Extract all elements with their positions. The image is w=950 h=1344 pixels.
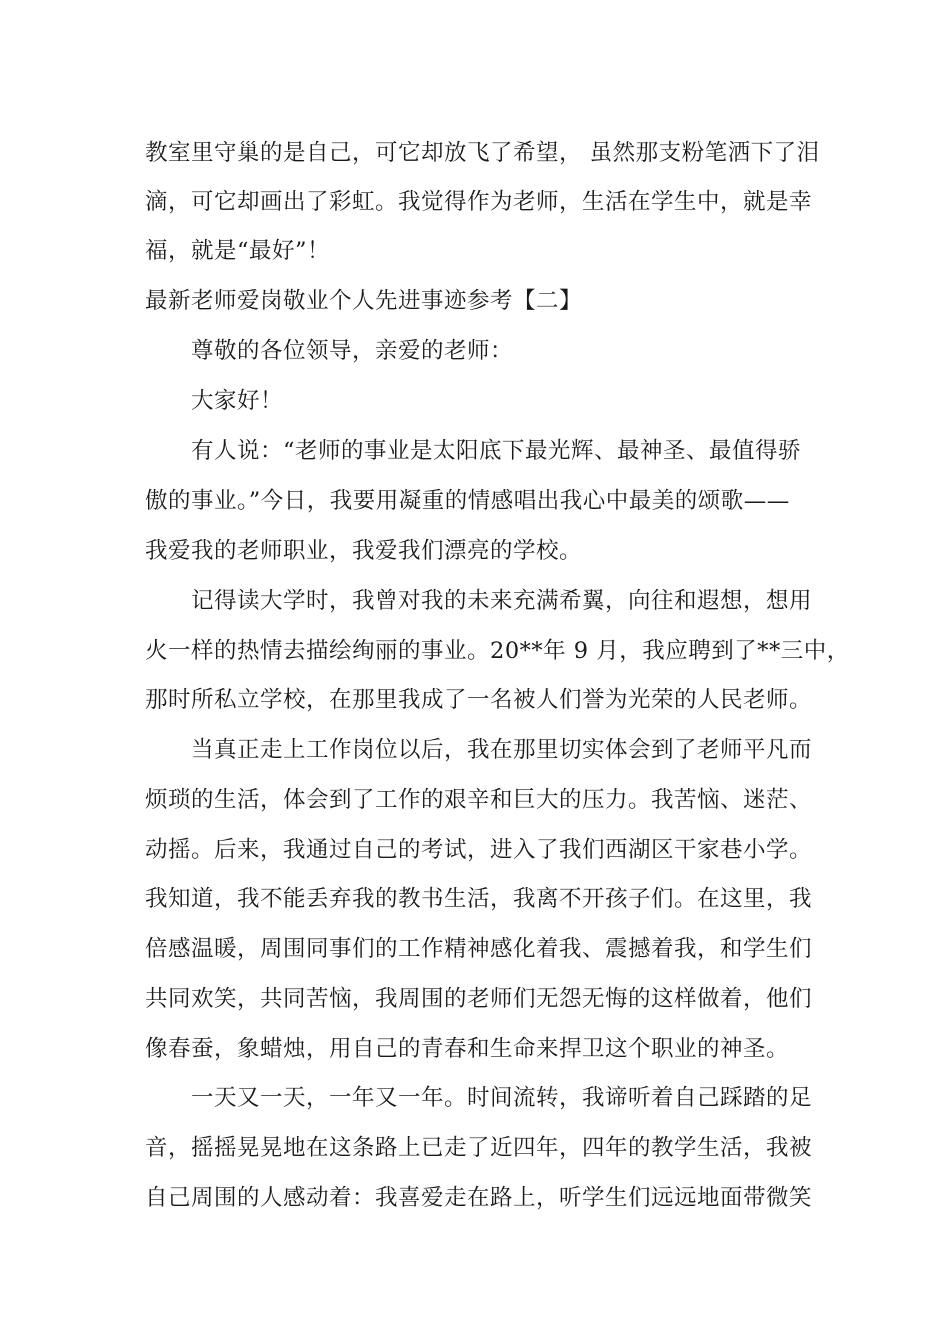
- paragraph-line: 我知道，我不能丢弃我的教书生活，我离不开孩子们。在这里，我: [145, 886, 813, 912]
- paragraph-line: 滴，可它却画出了彩虹。我觉得作为老师，生活在学生中，就是幸: [145, 189, 813, 215]
- paragraph-line: 傲的事业。”今日，我要用凝重的情感唱出我心中最美的颂歌——: [145, 488, 790, 514]
- paragraph-line: 有人说：“老师的事业是太阳底下最光辉、最神圣、最值得骄: [191, 438, 802, 464]
- section-heading: 最新老师爱岗敬业个人先进事迹参考【二】: [145, 288, 583, 314]
- paragraph-line: 我爱我的老师职业，我爱我们漂亮的学校。: [145, 538, 583, 564]
- salutation: 尊敬的各位领导，亲爱的老师：: [191, 338, 514, 364]
- paragraph-line: 音，摇摇晃晃地在这条路上已走了近四年，四年的教学生活，我被: [145, 1135, 813, 1161]
- paragraph-line: 当真正走上工作岗位以后，我在那里切实体会到了老师平凡而: [191, 737, 813, 763]
- paragraph-line: 像春蚕，象蜡烛，用自己的青春和生命来捍卫这个职业的神圣。: [145, 1036, 790, 1062]
- paragraph-line: 共同欢笑，共同苦恼，我周围的老师们无怨无悔的这样做着，他们: [145, 986, 813, 1012]
- paragraph-line: 倍感温暖，周围同事们的工作精神感化着我、震撼着我，和学生们: [145, 936, 813, 962]
- paragraph-line: 福，就是“最好”！: [145, 238, 331, 264]
- paragraph-line: 教室里守巢的是自己，可它却放飞了希望， 虽然那支粉笔洒下了泪: [145, 140, 820, 166]
- paragraph-line: 自己周围的人感动着：我喜爱走在路上，听学生们远远地面带微笑: [145, 1185, 813, 1211]
- paragraph-line: 那时所私立学校，在那里我成了一名被人们誉为光荣的人民老师。: [145, 687, 813, 713]
- paragraph-line: 烦琐的生活，体会到了工作的艰辛和巨大的压力。我苦恼、迷茫、: [145, 787, 813, 813]
- greeting: 大家好！: [191, 388, 284, 414]
- paragraph-line: 火一样的热情去描绘绚丽的事业。20**年 9 月，我应聘到了**三中，: [145, 638, 850, 664]
- paragraph-line: 一天又一天，一年又一年。时间流转，我谛听着自己踩踏的足: [191, 1085, 813, 1111]
- paragraph-line: 动摇。后来，我通过自己的考试，进入了我们西湖区干家巷小学。: [145, 837, 813, 863]
- paragraph-line: 记得读大学时，我曾对我的未来充满希翼，向往和遐想，想用: [191, 588, 813, 614]
